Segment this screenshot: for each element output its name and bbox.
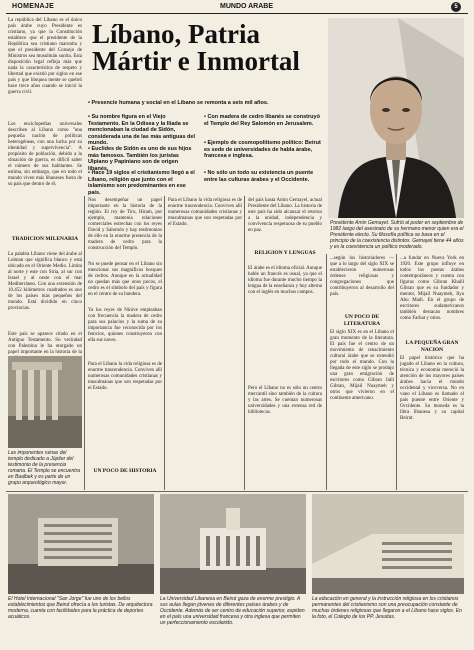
column-2-text-a: Nos desempeñar un papel importante en la historia de la región. El rey de Tiro, Hiram, por ejemplo, mantenía relaciones comerciales estrechas con los reyes David y Salomón y hay testimonios de ello en la enorme presencia de la madera de cedro para la construcción del Templo.: [88, 198, 162, 251]
column-divider-3: [244, 196, 245, 490]
university-caption: La Universidad Libanesa en Beirut goza de enorme prestigio. A sus aulas llegan jóvenes de diferentes países árabes y de Occidente. Además de ser centro de educación superior, expiden en el país una universidad francesa y otra inglesa que permiten un perfeccionamiento escolarido.: [160, 596, 305, 626]
bullet-cedro: • Con madera de cedro libanés se construyó el Templo del Rey Salomón en Jerusalem.: [204, 114, 320, 127]
president-portrait-photo: [328, 18, 464, 218]
column-2-text-b: No se puede pensar en el Líbano sin mencionar sus magníficos bosques de cedros. Aunque en la actualidad no quedan más que unos pocos, el cedro es el símbolo del país y figura en el centro de su bandera.: [88, 262, 162, 297]
column-1-text-b: Los enciclopedias universales describen al Líbano como "una pequeña nación de políticas heterogéneas, con una lucha por su identidad y supervivencia". A propósito de población, debido a la situación de guerra, es difícil saber el número de sus habitantes. Se estima, sin embargo, que en todo el mundo viven más libaneses fuera de su país que dentro de él.: [8, 122, 82, 187]
bullet-cristianismo: • Hace 19 siglos el cristianismo llegó a el Líbano, religión que junto con el islamismo son predominantes en ese país.: [88, 170, 195, 196]
subhead-literatura: UN POCO DE LITERATURA: [343, 314, 381, 327]
column-4-text-c: Pero el Líbano no es sólo un centro mercantil sino también de la cultura y las artes. Se cuentan numerosas universidades y una extensa red de bibliotecas.: [248, 386, 322, 415]
university-photo: [160, 494, 306, 594]
section-label: HOMENAJE: [12, 3, 55, 10]
bottom-rule: [6, 491, 468, 492]
university-illustration: [160, 494, 306, 594]
hotel-illustration: [8, 494, 154, 594]
column-3-text: Para el Líbano la vida religiosa es de enorme trascendencia. Conviven allí numerosas comunidades cristianas y musulmanas que son respetadas por el Estado.: [168, 198, 242, 227]
ruins-photo: [8, 356, 82, 448]
hotel-caption: El Hotel Internacional "San Jorge" fue uno de los bellos establecimientos que Beirut ofrecía a los turistas. De arquitectura moderna, cuenta con facilidades para la práctica de deportes acuáticos.: [8, 596, 153, 620]
ruins-illustration: [8, 356, 82, 448]
subhead-religion: RELIGION Y LENGUAS: [254, 250, 316, 256]
hotel-photo: [8, 494, 154, 594]
portrait-illustration: [328, 18, 464, 218]
page-number: 5: [451, 2, 461, 12]
header-rule: [6, 13, 468, 14]
bullet-puente: • No sólo un todo su existencia un puente entre las culturas árabes y el Occidente.: [204, 170, 314, 183]
column-5-text-b: El siglo XIX es en el Líbano el gran momento de la literatura. El país fue el centro de un movimiento de renacimiento cultural árabe que se extendió por todo el mundo. Con la llegada de este siglo se produjo una gran emigración de escritores como Gibran Jalil Gibran, Mijail Nuaymeh y otros que vivieron en el continente americano.: [330, 330, 394, 401]
title-line-2: Mártir e Inmortal: [92, 46, 300, 76]
school-illustration: [312, 494, 464, 594]
bullet-testament: • Su nombre figura en el Viejo Testamento. En la Odisea y la Iliada se mencionaban la ciudad de Sidón, considerada una de las más antiguas del mundo.: [88, 114, 195, 146]
bullet-euclides: • Euclides de Sidón es uno de sus hijos más famosos. También los juristas Ulpiano y Papiniano son de origen libanés.: [88, 146, 192, 172]
portrait-caption: Presidente Amin Gemayel. Sufrió al poder en septiembre de 1982 luego del asesinato de su hermano menor quien era el Presidente electo. Su filosofía política se basa en el principio de la coexistencia distintos. Gemayel tiene 44 años y es la coexistencia un político moderado.: [330, 220, 464, 250]
column-divider-5: [396, 254, 397, 490]
column-1-text-c: La palabra Líbano viene del árabe al Lubnan que significa blanco y está ubicado en el Oriente Medio. Limita al norte y este con Siria, al sur con Israel y al oeste con el mar Mediterráneo. Con una extensión de 10.452 kilómetros cuadrados es uno de los países más pequeños del mundo. Está dividido en cinco provincias.: [8, 252, 82, 311]
school-photo: [312, 494, 464, 594]
subhead-historia: UN POCO DE HISTORIA: [93, 468, 157, 474]
column-divider-4: [326, 254, 327, 490]
bullet-cosmopolitismo: • Ejemplo de cosmopolitismo político: Beirut es sede de universidades de habla árabe, francesa e inglesa.: [204, 140, 321, 159]
subhead-tradicion: TRADICION MILENARIA: [11, 236, 79, 242]
ruins-caption: Las imponentes ruinas del templo dedicado a Júpiter del testimonio de la presencia romana. El Templo se encuentra en Baalbek y es parte de un grupo arqueológico mayor.: [8, 450, 81, 486]
magazine-name: MUNDO ARABE: [220, 3, 274, 10]
column-1-text-a: La república del Líbano es el único país árabe cuyo Presidente es cristiano, ya que la Constitución establece que el presidente de la República sea cristiano maronita y que el presidente del Consejo de Ministros sea musulmán sunita. Esta disposición legal refleja más que nada la característica de respeto y libertad que existió por siglos en ese país y que bloquea mente se quebró hace trece años cuando se inició la guerra civil.: [8, 18, 82, 95]
school-caption: La educación en general y la instrucción religiosa en los cristianos permanentes del cristianismo son una preocupación constante de muchas órdenes religiosas que llegaron a el Líbano hace siglos. En la foto, el Colegio de los PP. Jesuitas.: [312, 596, 462, 620]
column-4-text-a: del país hasta Amin Gemayel, actual Presidente del Líbano. La historia de este país ha sido alcanzar el retorno a la unidad, independencia y convivencia respetuosa de su pueblo en paz.: [248, 198, 322, 233]
subhead-pequena: LA PEQUEÑA GRAN NACION: [405, 340, 459, 353]
column-1-text-d: Este país se aparece citado en el Antiguo Testamento. Su vecindad con Palestina le ha otorgado un papel importante en la historia de la: [8, 332, 82, 355]
title-line-1: Líbano, Patria: [92, 19, 261, 49]
column-divider-2: [164, 196, 165, 490]
column-2-text-d: Para el Líbano la vida religiosa es de enorme trascendencia. Conviven allí numerosas comunidades cristianas y musulmanas que son respetadas por el Estado.: [88, 362, 162, 391]
column-2-text-c: Ya los reyes de Nínive empleaban con frecuencia la madera de cedro para sus palacios y la suma de su importancia fue reconocida por los fenicios, quienes construyeron con ella sus naves.: [88, 308, 162, 343]
column-6-text-a: ...a fundar en Nueva York en 1920. Este grupo influye en todos los poetas árabes contemporáneos y cuenta con figuras como Gibran Khalil Gibran que es su fundador y mentor, Mijail Nuaymeh, Ilya Abu Madi. En el grupo de escritores sudamericanos también destacan nombres como Farhat y otros.: [400, 256, 464, 321]
column-divider-1: [84, 196, 85, 490]
column-6-text-b: El papel histórico que ha jugado el Líbano en la cultura, técnica y economía mereció la atención de los mayores países árabes hacia el mundo occidental y viceversa. No en vano el Líbano es llamado el país puente entre Oriente y Occidente. Su moneda es la libra libanesa y su capital Beirut.: [400, 356, 464, 421]
column-5-text-a: ...según los historiadores — que a lo largo del siglo XIX se establecieron numerosas órdenes religiosas y congregaciones que contribuyeron al desarrollo del país.: [330, 256, 394, 297]
article-title: [92, 21, 322, 75]
bullet-intro: • Presencie humana y social en el Líbano se remonta a seis mil años.: [88, 100, 269, 106]
column-4-text-b: El árabe es el idioma oficial. Aunque hable un francés es usual, ya que el idioma fue durante mucho tiempo la lengua de la enseñanza y hoy alterna con el inglés en muchos campos.: [248, 266, 323, 295]
